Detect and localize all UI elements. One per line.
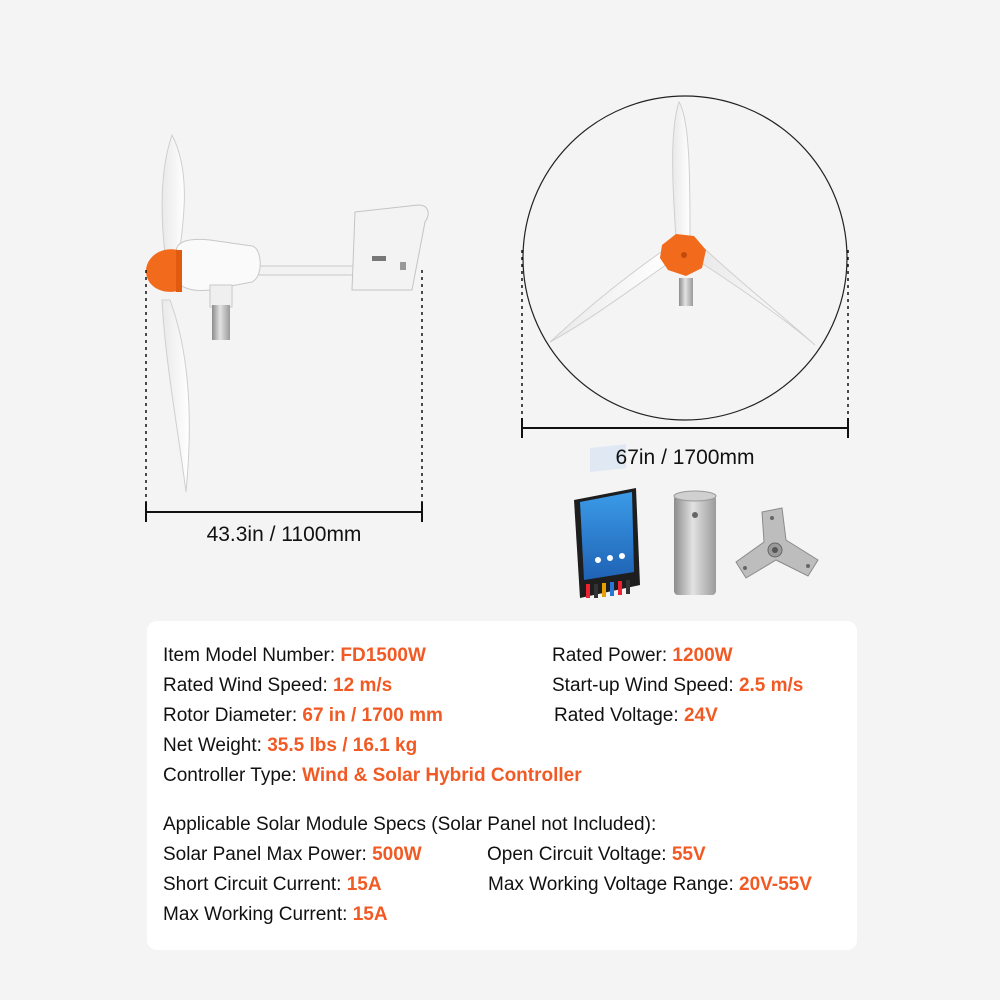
solar-open-circuit-voltage	[487, 844, 706, 866]
spec-label: Net Weight:	[163, 735, 262, 756]
spec-label: Rated Wind Speed:	[163, 675, 328, 696]
spec-label: Max Working Current:	[163, 904, 348, 925]
mounting-flange-image	[736, 508, 818, 578]
wind-turbine-front-image	[523, 96, 847, 420]
solar-max-working-voltage-range	[488, 874, 812, 896]
spec-value: 2.5 m/s	[738, 675, 804, 696]
spec-value: 15A	[352, 904, 388, 925]
spec-label: Start-up Wind Speed:	[552, 675, 734, 696]
spec-value: 20V-55V	[739, 874, 812, 895]
spec-label: Rated Power:	[552, 645, 668, 666]
spec-value: 15A	[346, 874, 382, 895]
spec-label: Max Working Voltage Range:	[488, 874, 734, 895]
spec-net-weight	[163, 735, 417, 757]
mounting-tube-image	[674, 491, 716, 595]
spec-rotor-diameter	[163, 705, 443, 727]
spec-value: 1200W	[672, 645, 733, 666]
spec-label: Controller Type:	[163, 765, 297, 786]
spec-rated-voltage	[554, 705, 718, 727]
spec-value: 24V	[683, 705, 718, 726]
spec-value: FD1500W	[340, 645, 426, 666]
spec-rated-power	[552, 645, 733, 667]
spec-value: Wind & Solar Hybrid Controller	[302, 765, 582, 786]
spec-label: Item Model Number:	[163, 645, 336, 666]
solar-short-circuit-current	[163, 874, 382, 896]
spec-label: Rated Voltage:	[554, 705, 679, 726]
spec-model	[163, 645, 426, 667]
spec-value: 35.5 lbs / 16.1 kg	[267, 735, 418, 756]
spec-card	[147, 621, 857, 950]
side-width-label: 43.3in / 1100mm	[206, 523, 362, 546]
spec-value: 55V	[671, 844, 706, 865]
spec-value: 12 m/s	[333, 675, 393, 696]
spec-label: Rotor Diameter:	[163, 705, 298, 726]
wind-turbine-side-image	[146, 135, 428, 492]
spec-controller-type	[163, 765, 582, 787]
spec-rated-wind-speed	[163, 675, 392, 697]
spec-label: Solar Panel Max Power:	[163, 844, 367, 865]
spec-label: Open Circuit Voltage:	[487, 844, 667, 865]
solar-max-power	[163, 844, 422, 866]
spec-value: 67 in / 1700 mm	[302, 705, 443, 726]
rotor-diameter-label: 67in / 1700mm	[615, 446, 755, 469]
spec-label: Short Circuit Current:	[163, 874, 342, 895]
spec-value: 500W	[372, 844, 422, 865]
spec-startup-wind-speed	[552, 675, 803, 697]
solar-max-working-current	[163, 904, 388, 926]
solar-heading: Applicable Solar Module Specs (Solar Panel not Included):	[163, 814, 657, 835]
